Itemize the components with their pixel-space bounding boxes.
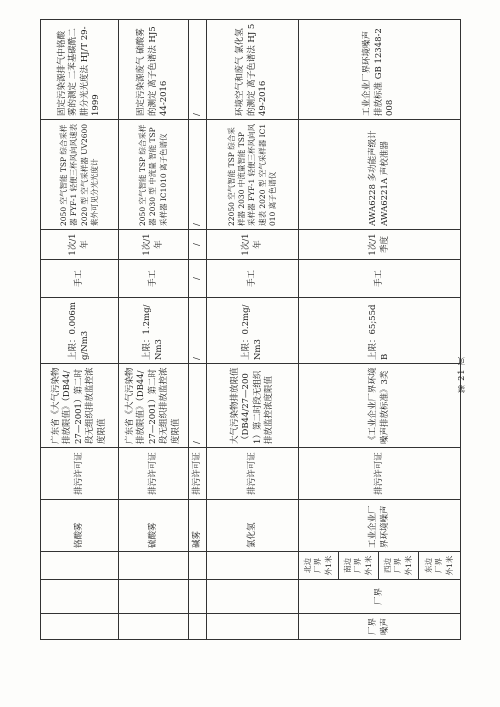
noise-point-north: 北边厂界外1米 xyxy=(299,552,339,580)
frequency-cell: 1次/1季度 xyxy=(299,230,461,260)
standard-cell: 大气污染物排放限值（DB44/27—2001）第二时段无组织排放监控浓度限值 xyxy=(207,364,299,448)
table-row-noise xyxy=(299,20,339,640)
table-row-sulfuric xyxy=(119,20,189,640)
analysis-method-cell: 工业企业厂界环境噪声排放标准 GB 12348-2008 xyxy=(299,20,461,120)
method-cell: / xyxy=(189,260,207,298)
noise-point-south: 南边厂界外1米 xyxy=(339,552,379,580)
equipment-cell: 2050 空气智能 TSP 综合采样器 2030 型 中流量 智能 TSP 采样器 IC1010 离子色谱仪 xyxy=(119,120,189,230)
permit-cell: 排污许可证 xyxy=(299,448,461,500)
method-cell: 手工 xyxy=(41,260,119,298)
table-row-chromic xyxy=(41,20,119,640)
monitoring-plan-table xyxy=(40,19,461,640)
noise-site-cell: 厂界 xyxy=(299,580,461,614)
equipment-cell: 2050 空气智能 TSP 综合采样器 FYF-1 轻便三杯风向风速表 2020 型 空气采样器 UV2600 紫外可见分光光度计 xyxy=(41,120,119,230)
noise-point-west: 西边厂界外1米 xyxy=(379,552,419,580)
analysis-method-cell: / xyxy=(189,20,207,120)
pollutant-cell: 工业企业厂界环境噪声 xyxy=(299,500,461,552)
pollutant-cell: 铬酸雾 xyxy=(41,500,119,552)
frequency-cell: 1次/1年 xyxy=(207,230,299,260)
analysis-method-cell: 固定污染源排气中铬酸雾的测定 二苯基碳酰二肼分光光度法 HJ/T 29-1999 xyxy=(41,20,119,120)
equipment-cell: AWA6228 多功能声级计 AWA6221A 声校准器 xyxy=(299,120,461,230)
standard-cell: / xyxy=(189,364,207,448)
method-cell: 手工 xyxy=(207,260,299,298)
analysis-method-cell: 环境空气和废气 氯化氢的测定 离子色谱法 HJ 549-2016 xyxy=(207,20,299,120)
permit-cell: 排污许可证 xyxy=(207,448,299,500)
method-cell: 手工 xyxy=(299,260,461,298)
page-number: 第 21 页 xyxy=(457,356,466,394)
limit-cell: 上限：0.006mg/Nm3 xyxy=(41,298,119,364)
method-cell: 手工 xyxy=(119,260,189,298)
pollutant-cell: 氯化氢 xyxy=(207,500,299,552)
equipment-cell: / xyxy=(189,120,207,230)
standard-cell: 广东省《大气污染物排放限值》（DB44/27—2001）第二时段无组织排放监控浓度限值 xyxy=(41,364,119,448)
limit-cell: / xyxy=(189,298,207,364)
limit-cell: 上限：65;55dB xyxy=(299,298,461,364)
table-row-hcl xyxy=(207,20,299,640)
permit-cell: 排污许可证 xyxy=(41,448,119,500)
permit-cell: 排污许可证 xyxy=(189,448,207,500)
frequency-cell: 1次/1年 xyxy=(41,230,119,260)
equipment-cell: 22050 空气智能 TSP 综合采样器 2030 中流量智能 TSP 采样器 FYF-1 轻便三杯风向风速表 2020 型 空气采样器 IC1010 离子色谱仪 xyxy=(207,120,299,230)
noise-point-east: 东边厂界外1米 xyxy=(419,552,461,580)
standard-cell: 广东省《大气污染物排放限值》（DB44/27—2001）第二时段无组织排放监控浓度限值 xyxy=(119,364,189,448)
standard-cell: 《工业企业厂界环境噪声排放标准》3类 xyxy=(299,364,461,448)
frequency-cell: / xyxy=(189,230,207,260)
permit-cell: 排污许可证 xyxy=(119,448,189,500)
table-row-alkali xyxy=(189,20,207,640)
pollutant-cell: 硫酸雾 xyxy=(119,500,189,552)
monitoring-table-frame xyxy=(40,20,500,636)
rotated-table-container xyxy=(40,20,460,640)
limit-cell: 上限：1.2mg/Nm3 xyxy=(119,298,189,364)
analysis-method-cell: 固定污染源废气 硫酸雾的测定 离子色谱法 HJ544-2016 xyxy=(119,20,189,120)
limit-cell: 上限：0.2mg/Nm3 xyxy=(207,298,299,364)
pollutant-cell: 碱雾 xyxy=(189,500,207,552)
frequency-cell: 1次/1年 xyxy=(119,230,189,260)
noise-category-cell: 厂界噪声 xyxy=(299,614,461,640)
